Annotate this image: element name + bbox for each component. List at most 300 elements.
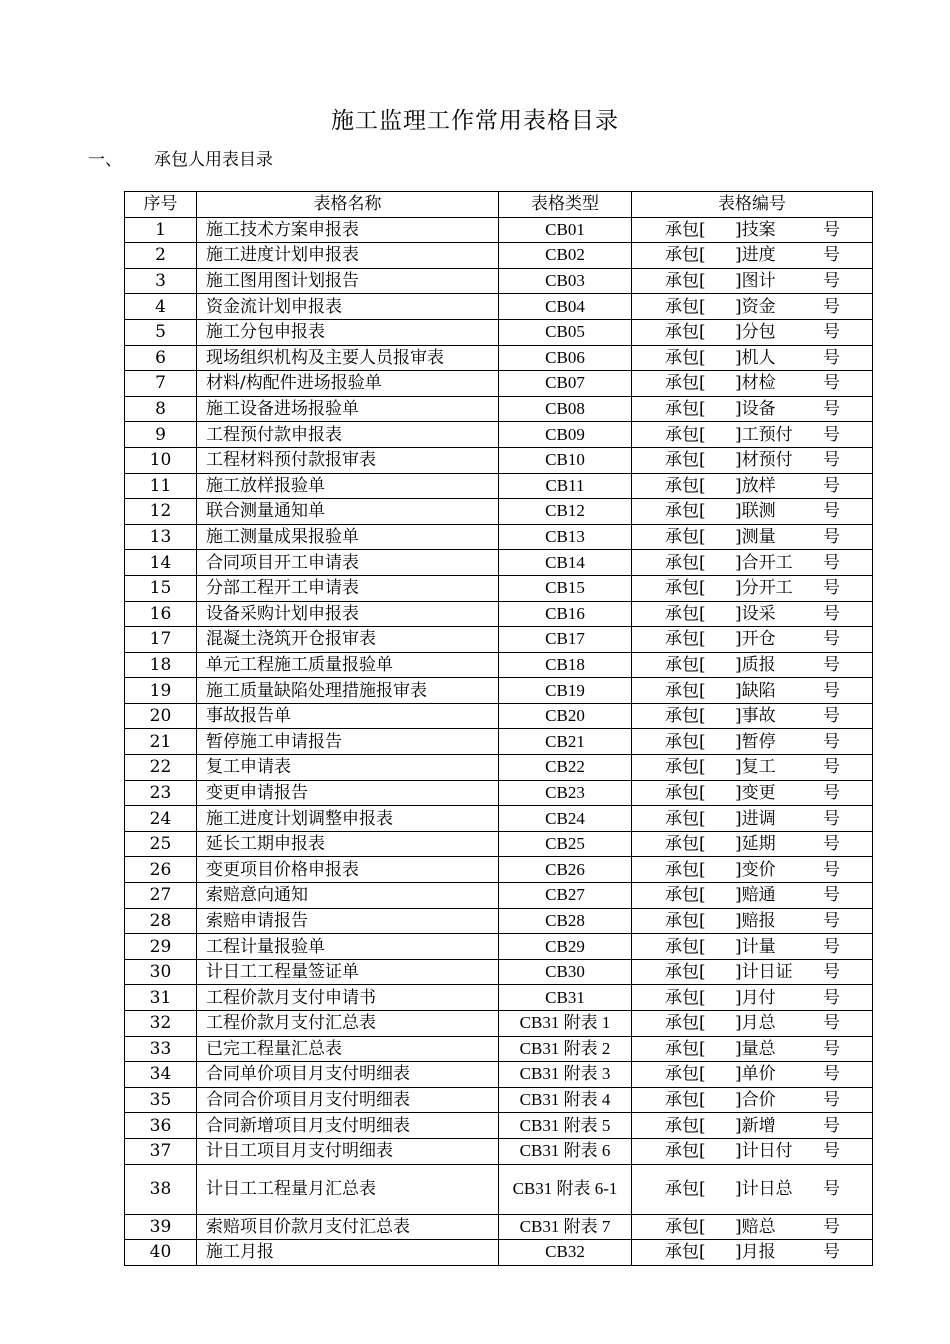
code-suffix: 号	[823, 527, 840, 548]
code-spacer	[632, 346, 665, 370]
cell-name: 工程价款月支付申请书	[197, 985, 499, 1011]
cell-name: 现场组织机构及主要人员报审表	[197, 345, 499, 371]
cell-seq: 1	[125, 217, 197, 243]
code-abbrev: ]赔总	[735, 1216, 776, 1237]
code-suffix: 号	[823, 962, 840, 983]
cell-name: 施工进度计划申报表	[197, 243, 499, 269]
code-spacer	[632, 423, 665, 447]
code-spacer	[632, 576, 665, 600]
code-suffix: 号	[823, 578, 840, 599]
code-spacer	[632, 295, 665, 319]
code-suffix: 号	[823, 424, 840, 445]
cell-type: CB25	[499, 831, 632, 857]
cell-name: 材料/构配件进场报验单	[197, 371, 499, 397]
code-layout	[632, 679, 872, 703]
cell-seq: 31	[125, 985, 197, 1011]
cell-code	[632, 447, 873, 473]
table-row	[125, 345, 873, 371]
cell-type: CB10	[499, 447, 632, 473]
code-abbrev: ]月付	[735, 987, 776, 1008]
cell-code	[632, 473, 873, 499]
code-abbrev: ]放样	[735, 475, 776, 496]
code-abbrev: ]材检	[735, 373, 776, 394]
code-suffix: 号	[823, 271, 840, 292]
code-abbrev: ]分开工	[735, 578, 793, 599]
code-layout	[632, 653, 872, 677]
code-layout	[632, 499, 872, 523]
code-abbrev: ]资金	[735, 296, 776, 317]
cell-seq: 26	[125, 857, 197, 883]
header-code: 表格编号	[632, 192, 873, 218]
code-prefix: 承包[	[665, 527, 706, 548]
table-row	[125, 959, 873, 985]
code-prefix: 承包[	[665, 1038, 706, 1059]
code-suffix: 号	[823, 1013, 840, 1034]
code-spacer	[632, 602, 665, 626]
cell-name: 施工分包申报表	[197, 319, 499, 345]
cell-type: CB23	[499, 780, 632, 806]
code-spacer	[632, 883, 665, 907]
code-suffix: 号	[823, 1242, 840, 1263]
header-type: 表格类型	[499, 192, 632, 218]
code-spacer	[632, 448, 665, 472]
table-row	[125, 396, 873, 422]
cell-name: 索赔项目价款月支付汇总表	[197, 1214, 499, 1240]
cell-type: CB31 附表 6-1	[499, 1164, 632, 1214]
table-row	[125, 294, 873, 320]
cell-name: 索赔意向通知	[197, 883, 499, 909]
table-row	[125, 1062, 873, 1088]
code-prefix: 承包[	[665, 271, 706, 292]
cell-code	[632, 1087, 873, 1113]
table-row	[125, 447, 873, 473]
code-abbrev: ]事故	[735, 706, 776, 727]
code-prefix: 承包[	[665, 245, 706, 266]
cell-seq: 19	[125, 678, 197, 704]
cell-code	[632, 857, 873, 883]
cell-type: CB31 附表 3	[499, 1062, 632, 1088]
table-row	[125, 985, 873, 1011]
cell-name: 合同合价项目月支付明细表	[197, 1087, 499, 1113]
table-row	[125, 703, 873, 729]
cell-name: 计日工工程量月汇总表	[197, 1164, 499, 1214]
cell-type: CB31 附表 6	[499, 1138, 632, 1164]
code-abbrev: ]暂停	[735, 731, 776, 752]
cell-code	[632, 1062, 873, 1088]
code-spacer	[632, 1139, 665, 1163]
table-header-row	[125, 192, 873, 218]
table-row	[125, 217, 873, 243]
code-spacer	[632, 858, 665, 882]
code-suffix: 号	[823, 296, 840, 317]
table-row	[125, 499, 873, 525]
cell-name: 暂停施工申请报告	[197, 729, 499, 755]
table-row	[125, 243, 873, 269]
code-suffix: 号	[823, 322, 840, 343]
code-suffix: 号	[823, 1179, 840, 1200]
cell-type: CB06	[499, 345, 632, 371]
code-layout	[632, 832, 872, 856]
code-layout	[632, 602, 872, 626]
code-layout	[632, 397, 872, 421]
code-prefix: 承包[	[665, 219, 706, 240]
code-prefix: 承包[	[665, 808, 706, 829]
code-spacer	[632, 218, 665, 242]
cell-code	[632, 959, 873, 985]
cell-name: 工程价款月支付汇总表	[197, 1011, 499, 1037]
cell-code	[632, 1011, 873, 1037]
cell-code	[632, 524, 873, 550]
cell-type: CB02	[499, 243, 632, 269]
cell-seq: 18	[125, 652, 197, 678]
code-prefix: 承包[	[665, 1242, 706, 1263]
cell-type: CB28	[499, 908, 632, 934]
code-layout	[632, 371, 872, 395]
code-prefix: 承包[	[665, 603, 706, 624]
cell-seq: 20	[125, 703, 197, 729]
code-abbrev: ]月总	[735, 1013, 776, 1034]
code-abbrev: ]变更	[735, 782, 776, 803]
code-spacer	[632, 935, 665, 959]
code-prefix: 承包[	[665, 910, 706, 931]
cell-type: CB26	[499, 857, 632, 883]
cell-seq: 36	[125, 1113, 197, 1139]
code-abbrev: ]赔通	[735, 885, 776, 906]
code-spacer	[632, 525, 665, 549]
cell-code	[632, 396, 873, 422]
code-layout	[632, 320, 872, 344]
code-spacer	[632, 320, 665, 344]
code-spacer	[632, 704, 665, 728]
cell-type: CB12	[499, 499, 632, 525]
cell-name: 工程预付款申报表	[197, 422, 499, 448]
code-spacer	[632, 474, 665, 498]
cell-name: 工程计量报验单	[197, 934, 499, 960]
code-layout	[632, 935, 872, 959]
cell-name: 施工月报	[197, 1240, 499, 1266]
code-prefix: 承包[	[665, 399, 706, 420]
cell-code	[632, 319, 873, 345]
code-layout	[632, 883, 872, 907]
code-abbrev: ]质报	[735, 654, 776, 675]
cell-name: 已完工程量汇总表	[197, 1036, 499, 1062]
code-prefix: 承包[	[665, 578, 706, 599]
code-abbrev: ]设备	[735, 399, 776, 420]
cell-name: 复工申请表	[197, 755, 499, 781]
code-spacer	[632, 1088, 665, 1112]
code-abbrev: ]单价	[735, 1064, 776, 1085]
code-layout	[632, 858, 872, 882]
cell-name: 分部工程开工申请表	[197, 575, 499, 601]
code-prefix: 承包[	[665, 757, 706, 778]
code-prefix: 承包[	[665, 1141, 706, 1162]
cell-seq: 16	[125, 601, 197, 627]
code-spacer	[632, 909, 665, 933]
table-row	[125, 1214, 873, 1240]
cell-seq: 39	[125, 1214, 197, 1240]
cell-name: 计日工项目月支付明细表	[197, 1138, 499, 1164]
code-suffix: 号	[823, 885, 840, 906]
code-suffix: 号	[823, 399, 840, 420]
cell-code	[632, 1164, 873, 1214]
code-abbrev: ]测量	[735, 527, 776, 548]
code-prefix: 承包[	[665, 552, 706, 573]
cell-name: 施工进度计划调整申报表	[197, 806, 499, 832]
code-prefix: 承包[	[665, 936, 706, 957]
page-title: 施工监理工作常用表格目录	[331, 108, 619, 134]
code-suffix: 号	[823, 373, 840, 394]
table-row	[125, 755, 873, 781]
code-suffix: 号	[823, 1038, 840, 1059]
table-row	[125, 268, 873, 294]
cell-seq: 17	[125, 627, 197, 653]
code-spacer	[632, 960, 665, 984]
code-suffix: 号	[823, 1115, 840, 1136]
code-spacer	[632, 653, 665, 677]
code-spacer	[632, 1037, 665, 1061]
code-spacer	[632, 1240, 665, 1264]
code-layout	[632, 1177, 872, 1201]
cell-seq: 7	[125, 371, 197, 397]
code-spacer	[632, 397, 665, 421]
code-spacer	[632, 371, 665, 395]
section-label: 承包人用表目录	[154, 150, 273, 170]
cell-name: 单元工程施工质量报验单	[197, 652, 499, 678]
code-layout	[632, 525, 872, 549]
code-suffix: 号	[823, 219, 840, 240]
code-prefix: 承包[	[665, 654, 706, 675]
cell-type: CB08	[499, 396, 632, 422]
cell-type: CB01	[499, 217, 632, 243]
code-prefix: 承包[	[665, 1013, 706, 1034]
code-suffix: 号	[823, 936, 840, 957]
cell-code	[632, 627, 873, 653]
section-heading	[88, 145, 273, 170]
table-row	[125, 319, 873, 345]
code-abbrev: ]复工	[735, 757, 776, 778]
code-suffix: 号	[823, 859, 840, 880]
code-layout	[632, 423, 872, 447]
code-abbrev: ]计日总	[735, 1179, 793, 1200]
code-layout	[632, 269, 872, 293]
cell-code	[632, 268, 873, 294]
code-spacer	[632, 807, 665, 831]
code-layout	[632, 474, 872, 498]
cell-type: CB31 附表 4	[499, 1087, 632, 1113]
cell-type: CB32	[499, 1240, 632, 1266]
cell-name: 施工质量缺陷处理措施报审表	[197, 678, 499, 704]
table-row	[125, 780, 873, 806]
cell-name: 工程材料预付款报审表	[197, 447, 499, 473]
cell-type: CB16	[499, 601, 632, 627]
table-row	[125, 601, 873, 627]
code-layout	[632, 1114, 872, 1138]
code-abbrev: ]变价	[735, 859, 776, 880]
table-row	[125, 857, 873, 883]
code-abbrev: ]延期	[735, 834, 776, 855]
cell-type: CB03	[499, 268, 632, 294]
code-abbrev: ]联测	[735, 501, 776, 522]
cell-name: 施工设备进场报验单	[197, 396, 499, 422]
cell-type: CB19	[499, 678, 632, 704]
cell-name: 施工放样报验单	[197, 473, 499, 499]
cell-type: CB07	[499, 371, 632, 397]
cell-name: 资金流计划申报表	[197, 294, 499, 320]
code-layout	[632, 1011, 872, 1035]
cell-code	[632, 1036, 873, 1062]
cell-code	[632, 678, 873, 704]
code-abbrev: ]进度	[735, 245, 776, 266]
cell-type: CB24	[499, 806, 632, 832]
cell-code	[632, 908, 873, 934]
cell-name: 计日工工程量签证单	[197, 959, 499, 985]
code-suffix: 号	[823, 1090, 840, 1111]
cell-name: 施工技术方案申报表	[197, 217, 499, 243]
code-prefix: 承包[	[665, 296, 706, 317]
cell-name: 变更项目价格申报表	[197, 857, 499, 883]
code-layout	[632, 704, 872, 728]
cell-seq: 38	[125, 1164, 197, 1214]
cell-code	[632, 575, 873, 601]
code-suffix: 号	[823, 1216, 840, 1237]
code-layout	[632, 781, 872, 805]
cell-type: CB11	[499, 473, 632, 499]
cell-seq: 2	[125, 243, 197, 269]
cell-type: CB29	[499, 934, 632, 960]
cell-seq: 37	[125, 1138, 197, 1164]
cell-name: 延长工期申报表	[197, 831, 499, 857]
code-layout	[632, 448, 872, 472]
cell-code	[632, 1240, 873, 1266]
cell-seq: 5	[125, 319, 197, 345]
code-abbrev: ]量总	[735, 1038, 776, 1059]
cell-code	[632, 601, 873, 627]
code-spacer	[632, 243, 665, 267]
cell-code	[632, 217, 873, 243]
cell-code	[632, 831, 873, 857]
code-layout	[632, 551, 872, 575]
cell-name: 合同新增项目月支付明细表	[197, 1113, 499, 1139]
cell-type: CB31 附表 2	[499, 1036, 632, 1062]
code-prefix: 承包[	[665, 782, 706, 803]
code-layout	[632, 1215, 872, 1239]
code-prefix: 承包[	[665, 1179, 706, 1200]
code-suffix: 号	[823, 731, 840, 752]
cell-type: CB04	[499, 294, 632, 320]
code-layout	[632, 986, 872, 1010]
code-spacer	[632, 781, 665, 805]
cell-seq: 9	[125, 422, 197, 448]
code-abbrev: ]材预付	[735, 450, 793, 471]
code-prefix: 承包[	[665, 962, 706, 983]
cell-seq: 10	[125, 447, 197, 473]
cell-seq: 14	[125, 550, 197, 576]
cell-name: 混凝土浇筑开仓报审表	[197, 627, 499, 653]
code-spacer	[632, 730, 665, 754]
cell-seq: 34	[125, 1062, 197, 1088]
cell-code	[632, 652, 873, 678]
code-spacer	[632, 1062, 665, 1086]
code-abbrev: ]新增	[735, 1115, 776, 1136]
code-layout	[632, 1088, 872, 1112]
code-suffix: 号	[823, 629, 840, 650]
code-spacer	[632, 551, 665, 575]
cell-name: 联合测量通知单	[197, 499, 499, 525]
table-row	[125, 1164, 873, 1214]
cell-name: 变更申请报告	[197, 780, 499, 806]
cell-name: 设备采购计划申报表	[197, 601, 499, 627]
cell-seq: 30	[125, 959, 197, 985]
table-row	[125, 652, 873, 678]
code-layout	[632, 1037, 872, 1061]
code-prefix: 承包[	[665, 475, 706, 496]
cell-code	[632, 780, 873, 806]
table-row	[125, 1036, 873, 1062]
code-spacer	[632, 679, 665, 703]
code-suffix: 号	[823, 475, 840, 496]
cell-code	[632, 729, 873, 755]
code-layout	[632, 295, 872, 319]
table-row	[125, 831, 873, 857]
cell-seq: 33	[125, 1036, 197, 1062]
code-layout	[632, 909, 872, 933]
code-prefix: 承包[	[665, 424, 706, 445]
code-spacer	[632, 1114, 665, 1138]
cell-type: CB31 附表 1	[499, 1011, 632, 1037]
table-row	[125, 908, 873, 934]
code-prefix: 承包[	[665, 450, 706, 471]
code-abbrev: ]计日付	[735, 1141, 793, 1162]
cell-seq: 40	[125, 1240, 197, 1266]
code-suffix: 号	[823, 680, 840, 701]
cell-seq: 22	[125, 755, 197, 781]
code-abbrev: ]设采	[735, 603, 776, 624]
code-layout	[632, 346, 872, 370]
code-abbrev: ]赔报	[735, 910, 776, 931]
code-suffix: 号	[823, 603, 840, 624]
cell-seq: 3	[125, 268, 197, 294]
cell-type: CB05	[499, 319, 632, 345]
code-suffix: 号	[823, 910, 840, 931]
cell-code	[632, 1113, 873, 1139]
table-row	[125, 1087, 873, 1113]
cell-code	[632, 345, 873, 371]
cell-code	[632, 550, 873, 576]
code-spacer	[632, 986, 665, 1010]
code-spacer	[632, 1177, 665, 1201]
cell-name: 施工测量成果报验单	[197, 524, 499, 550]
table-row	[125, 729, 873, 755]
cell-code	[632, 883, 873, 909]
cell-seq: 35	[125, 1087, 197, 1113]
cell-seq: 32	[125, 1011, 197, 1037]
code-suffix: 号	[823, 757, 840, 778]
code-abbrev: ]工预付	[735, 424, 793, 445]
table-row	[125, 473, 873, 499]
cell-type: CB22	[499, 755, 632, 781]
table-row	[125, 550, 873, 576]
cell-code	[632, 294, 873, 320]
code-prefix: 承包[	[665, 987, 706, 1008]
code-abbrev: ]分包	[735, 322, 776, 343]
code-prefix: 承包[	[665, 501, 706, 522]
code-layout	[632, 218, 872, 242]
code-abbrev: ]合开工	[735, 552, 793, 573]
cell-name: 合同项目开工申请表	[197, 550, 499, 576]
cell-seq: 27	[125, 883, 197, 909]
cell-code	[632, 985, 873, 1011]
cell-type: CB21	[499, 729, 632, 755]
